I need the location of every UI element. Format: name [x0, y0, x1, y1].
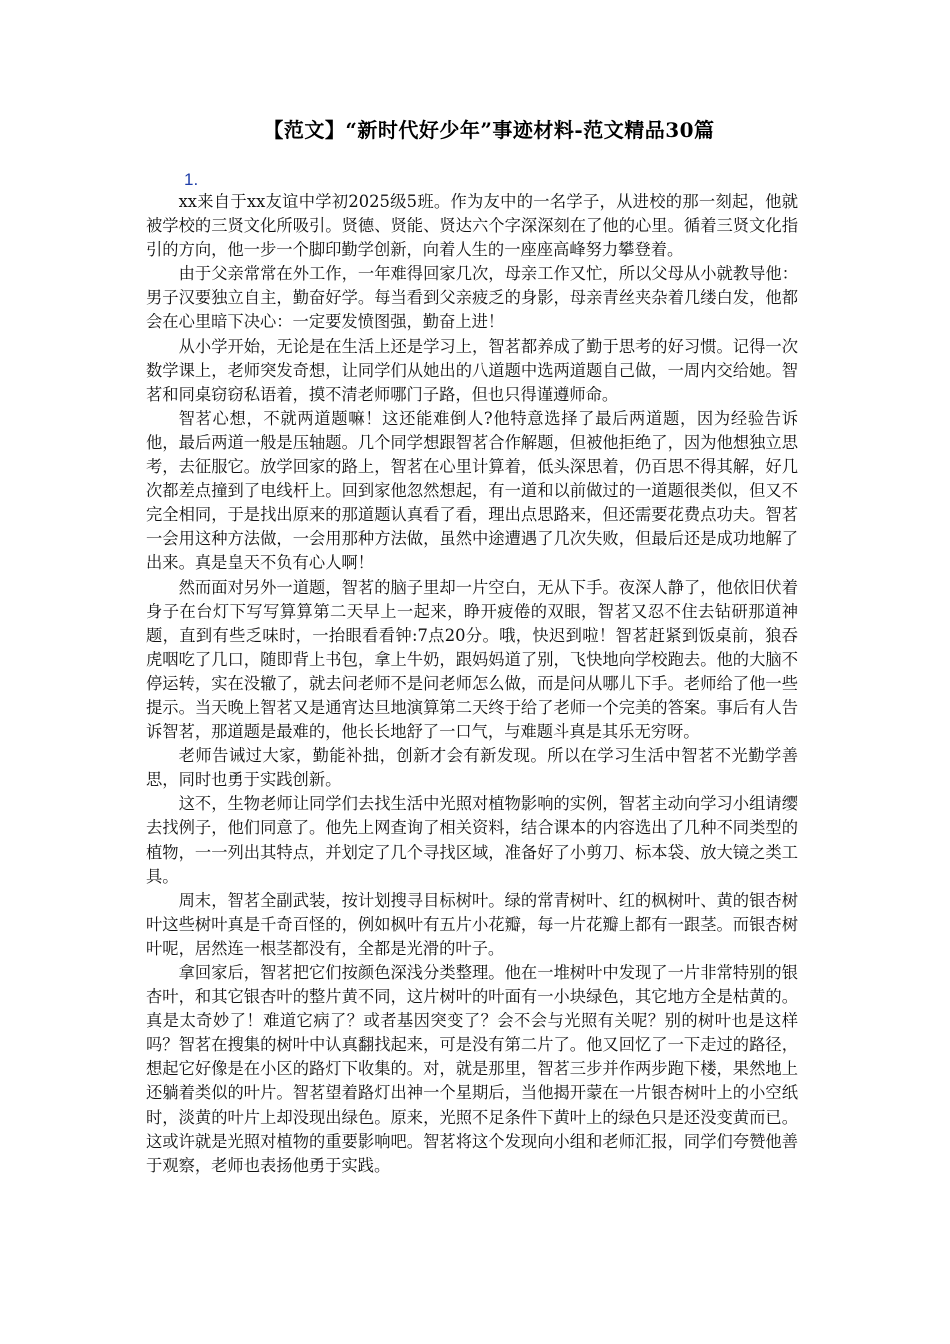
paragraph: xx来自于xx友谊中学初2025级5班。作为友中的一名学子，从进校的那一刻起，他就被学校的三贤文化所吸引。贤德、贤能、贤达六个字深深刻在了他的心里。循着三贤文化指引的方向，他一步一个脚印勤学创新，向着人生的一座座高峰努力攀登着。 [146, 192, 798, 260]
paragraph: 老师告诫过大家，勤能补拙，创新才会有新发现。所以在学习生活中智茗不光勤学善思，同时也勇于实践创新。 [146, 746, 798, 790]
paragraph: 拿回家后，智茗把它们按颜色深浅分类整理。他在一堆树叶中发现了一片非常特别的银杏叶，和其它银杏叶的整片黄不同，这片树叶的叶面有一小块绿色，其它地方全是枯黄的。真是太奇妙了！难道它病了？或者基因突变了？会不会与光照有关呢？别的树叶也是这样吗？智茗在搜集的树叶中认真翻找起来，可是没有第二片了。他又回忆了一下走过的路径，想起它好像是在小区的路灯下收集的。对，就是那里，智茗三步并作两步跑下楼，果然地上还躺着类似的叶片。智茗望着路灯出神一个星期后，当他揭开蒙在一片银杏树叶上的小空纸时，淡黄的叶片上却没现出绿色。原来，光照不足条件下黄叶上的绿色只是还没变黄而已。这或许就是光照对植物的重要影响吧。智茗将这个发现向小组和老师汇报，同学们夸赞他善于观察，老师也表扬他勇于实践。 [146, 963, 798, 1175]
paragraph: 从小学开始，无论是在生活上还是学习上，智茗都养成了勤于思考的好习惯。记得一次数学课上，老师突发奇想，让同学们从她出的八道题中选两道题自己做，一周内交给她。智茗和同桌窃窃私语着，摸不清老师哪门子路，但也只得谨遵师命。 [146, 336, 798, 404]
item-number: 1. [184, 170, 199, 189]
paragraph: 智茗心想，不就两道题嘛！这还能难倒人?他特意选择了最后两道题，因为经验告诉他，最后两道一般是压轴题。几个同学想跟智茗合作解题，但被他拒绝了，因为他想独立思考，去征服它。放学回家的路上，智茗在心里计算着，低头深思着，仍百思不得其解，好几次都差点撞到了电线杆上。回到家他忽然想起，有一道和以前做过的一道题很类似，但又不完全相同，于是找出原来的那道题认真看了看，理出点思路来，但还需要花费点功夫。智茗一会用这种方法做，一会用那种方法做，虽然中途遭遇了几次失败，但最后还是成功地解了出来。真是皇天不负有心人啊！ [146, 408, 798, 573]
paragraph: 由于父亲常常在外工作，一年难得回家几次，母亲工作又忙，所以父母从小就教导他：男子汉要独立自主，勤奋好学。每当看到父亲疲乏的身影，母亲青丝夹杂着几缕白发，他都会在心里暗下决心：一定要发愤图强，勤奋上进！ [146, 264, 798, 332]
paragraph: 这不，生物老师让同学们去找生活中光照对植物影响的实例，智茗主动向学习小组请缨去找例子，他们同意了。他先上网查询了相关资料，结合课本的内容选出了几种不同类型的植物，一一列出其特点，并划定了几个寻找区域，准备好了小剪刀、标本袋、放大镜之类工具。 [146, 794, 798, 886]
paragraph: 然而面对另外一道题，智茗的脑子里却一片空白，无从下手。夜深人静了，他依旧伏着身子在台灯下写写算算第二天早上一起来，睁开疲倦的双眼，智茗又忍不住去钻研那道神题，直到有些乏味时，一抬眼看看钟:7点20分。哦，快迟到啦！智茗赶紧到饭桌前，狼吞虎咽吃了几口，随即背上书包，拿上牛奶，跟妈妈道了别，飞快地向学校跑去。他的大脑不停运转，实在没辙了，就去问老师不是问老师怎么做，而是问从哪儿下手。老师给了他一些提示。当天晚上智茗又是通宵达旦地演算第二天终于给了老师一个完美的答案。事后有人告诉智茗，那道题是最难的，他长长地舒了一口气，与难题斗真是其乐无穷呀。 [146, 577, 798, 742]
document-title: 【范文】“新时代好少年”事迹材料-范文精品30篇 [263, 118, 715, 142]
paragraph: 周末，智茗全副武装，按计划搜寻目标树叶。绿的常青树叶、红的枫树叶、黄的银杏树叶这些树叶真是千奇百怪的，例如枫叶有五片小花瓣，每一片花瓣上都有一跟茎。而银杏树叶呢，居然连一根茎都没有，全都是光滑的叶子。 [146, 890, 798, 958]
article-body [146, 190, 798, 1178]
